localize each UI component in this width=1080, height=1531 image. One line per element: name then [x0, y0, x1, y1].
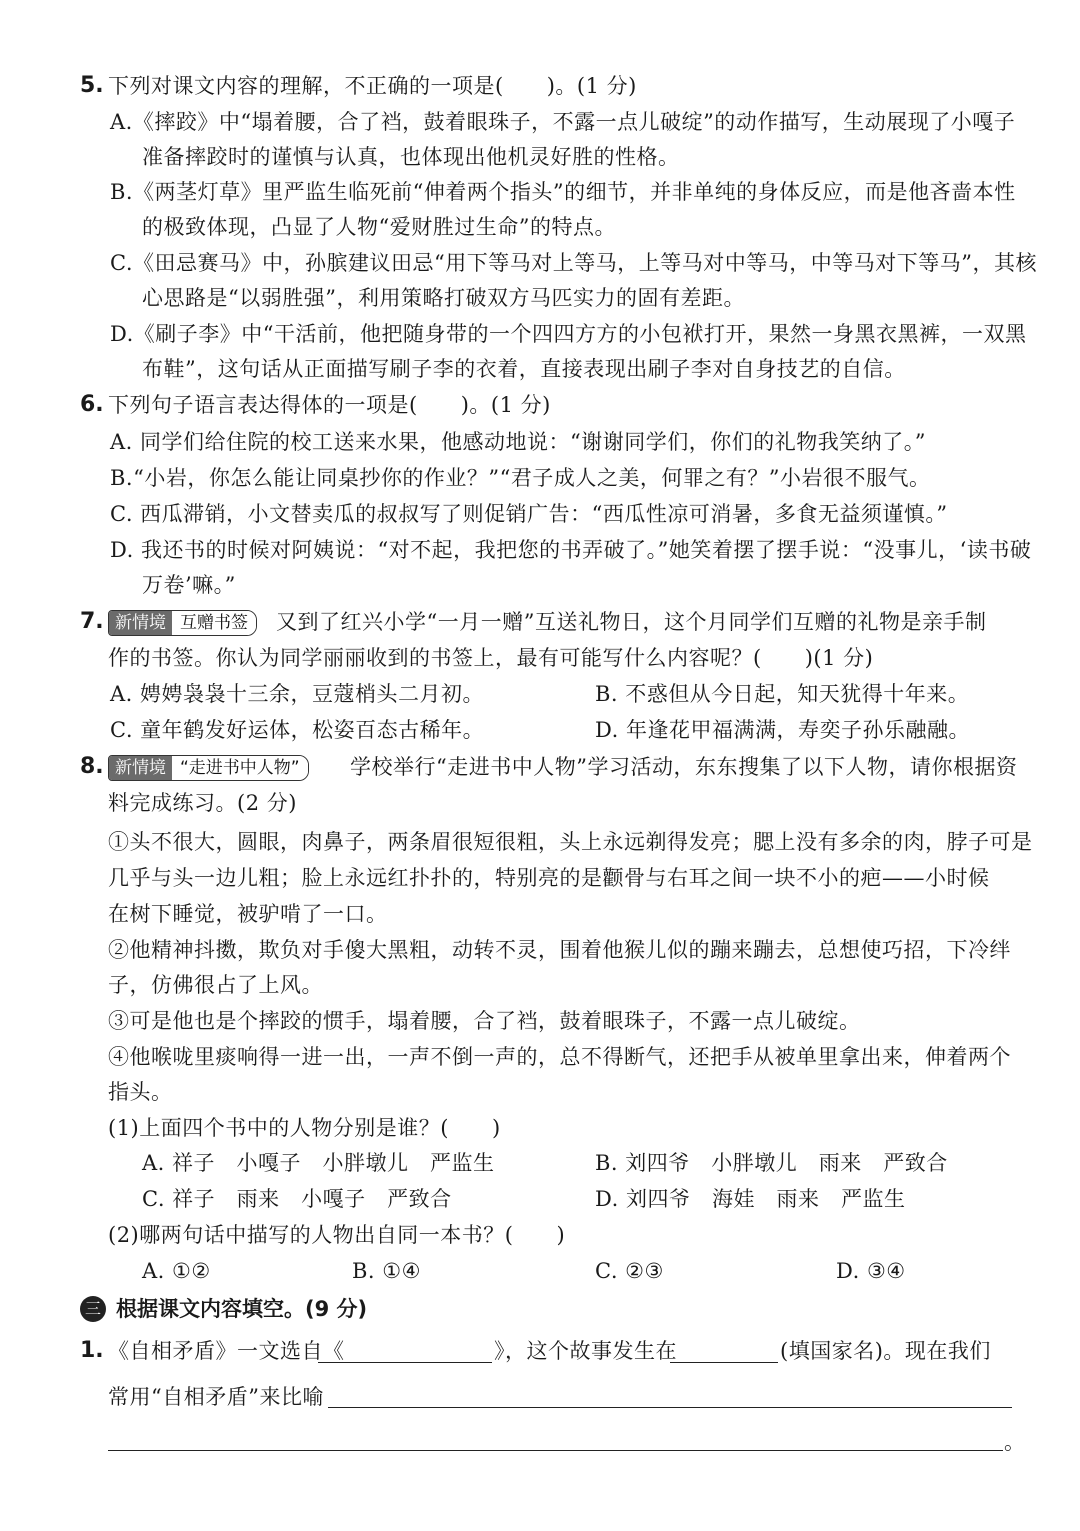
q8-sub1-option-b: B. 刘四爷 小胖墩儿 雨来 严致合: [595, 1151, 948, 1175]
section-number-badge: 三: [80, 1296, 106, 1322]
q5-option-a-line2: 准备摔跤时的谨慎与认真，也体现出他机灵好胜的性格。: [142, 145, 680, 169]
q8-passage3: ③可是他也是个摔跤的惯手，塌着腰，合了裆，鼓着眼珠子，不露一点儿破绽。: [108, 1009, 861, 1033]
fill1-text-part3: (填国家名)。现在我们: [780, 1339, 991, 1363]
q7-option-d: D. 年逢花甲福满满，寿奕子孙乐融融。: [595, 718, 970, 742]
q7-context-tag: [108, 610, 257, 636]
q7-tag-label: 新情境: [109, 611, 172, 635]
q7-option-a: A. 娉娉袅袅十三余，豆蔻梢头二月初。: [110, 682, 485, 706]
q8-context-tag: [108, 755, 309, 781]
q8-passage1-line2: 几乎与头一边儿粗；脸上永远红扑扑的，特别亮的是颧骨与右耳之间一块不小的疤——小时候: [108, 866, 990, 890]
q5-option-d-line2: 布鞋”，这句话从正面描写刷子李的衣着，直接表现出刷子李对自身技艺的自信。: [142, 357, 906, 381]
fill1-text-part2: 》，这个故事发生在: [494, 1339, 677, 1363]
q5-option-b-line1: B.《两茎灯草》里严监生临死前“伸着两个指头”的细节，并非单纯的身体反应，而是他吝啬本性: [110, 180, 1016, 204]
q7-tag-topic: 互赠书签: [172, 611, 256, 635]
q7-option-b: B. 不惑但从今日起，知天犹得十年来。: [595, 682, 970, 706]
q8-passage2-line2: 子，仿佛很占了上风。: [108, 973, 323, 997]
q5-number: 5.: [80, 73, 104, 98]
q8-tag-label: 新情境: [109, 756, 172, 780]
q8-sub2-option-d: D. ③④: [836, 1259, 906, 1283]
q5-option-c-line1: C.《田忌赛马》中，孙膑建议田忌“用下等马对上等马，上等马对中等马，中等马对下等马”，其核: [110, 251, 1037, 275]
q8-passage4-line1: ④他喉咙里痰响得一进一出，一声不倒一声的，总不得断气，还把手从被单里拿出来，伸着两个: [108, 1045, 1011, 1069]
q8-sub1-option-a: A. 祥子 小嘎子 小胖墩儿 严监生: [142, 1151, 495, 1175]
q6-stem: 下列句子语言表达得体的一项是( )。(1 分): [108, 393, 551, 417]
q5-option-d-line1: D.《刷子李》中“干活前，他把随身带的一个四四方方的小包袱打开，果然一身黑衣黑裤，一双黑: [110, 322, 1027, 346]
q8-stem-line2: 料完成练习。(2 分): [108, 791, 297, 815]
q8-passage4-line2: 指头。: [108, 1080, 173, 1104]
q8-passage2-line1: ②他精神抖擞，欺负对手傻大黑粗，动转不灵，围着他猴儿似的蹦来蹦去，总想使巧招，下冷绊: [108, 938, 1011, 962]
q6-option-a: A. 同学们给住院的校工送来水果，他感动地说：“谢谢同学们，你们的礼物我笑纳了。”: [110, 430, 926, 454]
q6-option-b: B.“小岩，你怎么能让同桌抄你的作业？”“君子成人之美，何罪之有？”小岩很不服气。: [110, 466, 931, 490]
q8-subquestion2: (2)哪两句话中描写的人物出自同一本书？( ): [108, 1223, 566, 1247]
q5-option-a-line1: A.《摔跤》中“塌着腰，合了裆，鼓着眼珠子，不露一点儿破绽”的动作描写，生动展现了小嘎子: [110, 110, 1016, 134]
fill1-blank-meaning-line2[interactable]: [108, 1450, 1003, 1451]
q5-stem: 下列对课文内容的理解，不正确的一项是( )。(1 分): [108, 74, 637, 98]
q6-number: 6.: [80, 392, 104, 417]
q5-option-b-line2: 的极致体现，凸显了人物“爱财胜过生命”的特点。: [142, 215, 616, 239]
q6-option-c: C. 西瓜滞销，小文替卖瓜的叔叔写了则促销广告：“西瓜性凉可消暑，多食无益须谨慎。”: [110, 502, 948, 526]
q7-stem-line2: 作的书签。你认为同学丽丽收到的书签上，最有可能写什么内容呢？( )(1 分): [108, 646, 874, 670]
q8-sub2-option-b: B. ①④: [352, 1259, 421, 1283]
fill1-text-part1: 《自相矛盾》一文选自《: [108, 1339, 345, 1363]
fill1-end-period: 。: [1004, 1430, 1026, 1454]
q8-tag-topic: “走进书中人物”: [172, 756, 308, 780]
fill1-number: 1.: [80, 1338, 104, 1363]
q6-option-d-line1: D. 我还书的时候对阿姨说：“对不起，我把您的书弄破了。”她笑着摆了摆手说：“没事儿，‘读书破: [110, 538, 1032, 562]
q7-option-c: C. 童年鹤发好运体，松姿百态古稀年。: [110, 718, 485, 742]
fill1-blank-book[interactable]: [318, 1362, 492, 1363]
q8-subquestion1: (1)上面四个书中的人物分别是谁？( ): [108, 1116, 501, 1140]
q8-sub2-option-c: C. ②③: [595, 1259, 664, 1283]
q5-option-c-line2: 心思路是“以弱胜强”，利用策略打破双方马匹实力的固有差距。: [142, 286, 745, 310]
q8-sub2-option-a: A. ①②: [142, 1259, 211, 1283]
q8-passage1-line1: ①头不很大，圆眼，肉鼻子，两条眉很短很粗，头上永远剃得发亮；腮上没有多余的肉，脖子可是: [108, 830, 1033, 854]
q8-number: 8.: [80, 754, 104, 779]
q8-sub1-option-c: C. 祥子 雨来 小嘎子 严致合: [142, 1187, 452, 1211]
fill1-blank-meaning-line1[interactable]: [328, 1407, 1012, 1408]
section-title: 根据课文内容填空。(9 分): [116, 1297, 368, 1321]
fill1-blank-country[interactable]: [670, 1362, 778, 1363]
q6-option-d-line2: 万卷’嘛。”: [142, 573, 236, 597]
q8-sub1-option-d: D. 刘四爷 海娃 雨来 严监生: [595, 1187, 906, 1211]
fill1-text-line2: 常用“自相矛盾”来比喻: [108, 1385, 324, 1409]
q8-passage1-line3: 在树下睡觉，被驴啃了一口。: [108, 902, 388, 926]
q7-stem-line1: 又到了红兴小学“一月一赠”互送礼物日，这个月同学们互赠的礼物是亲手制: [276, 610, 987, 634]
q8-stem-line1: 学校举行“走进书中人物”学习活动，东东搜集了以下人物，请你根据资: [350, 755, 1018, 779]
q7-number: 7.: [80, 609, 104, 634]
